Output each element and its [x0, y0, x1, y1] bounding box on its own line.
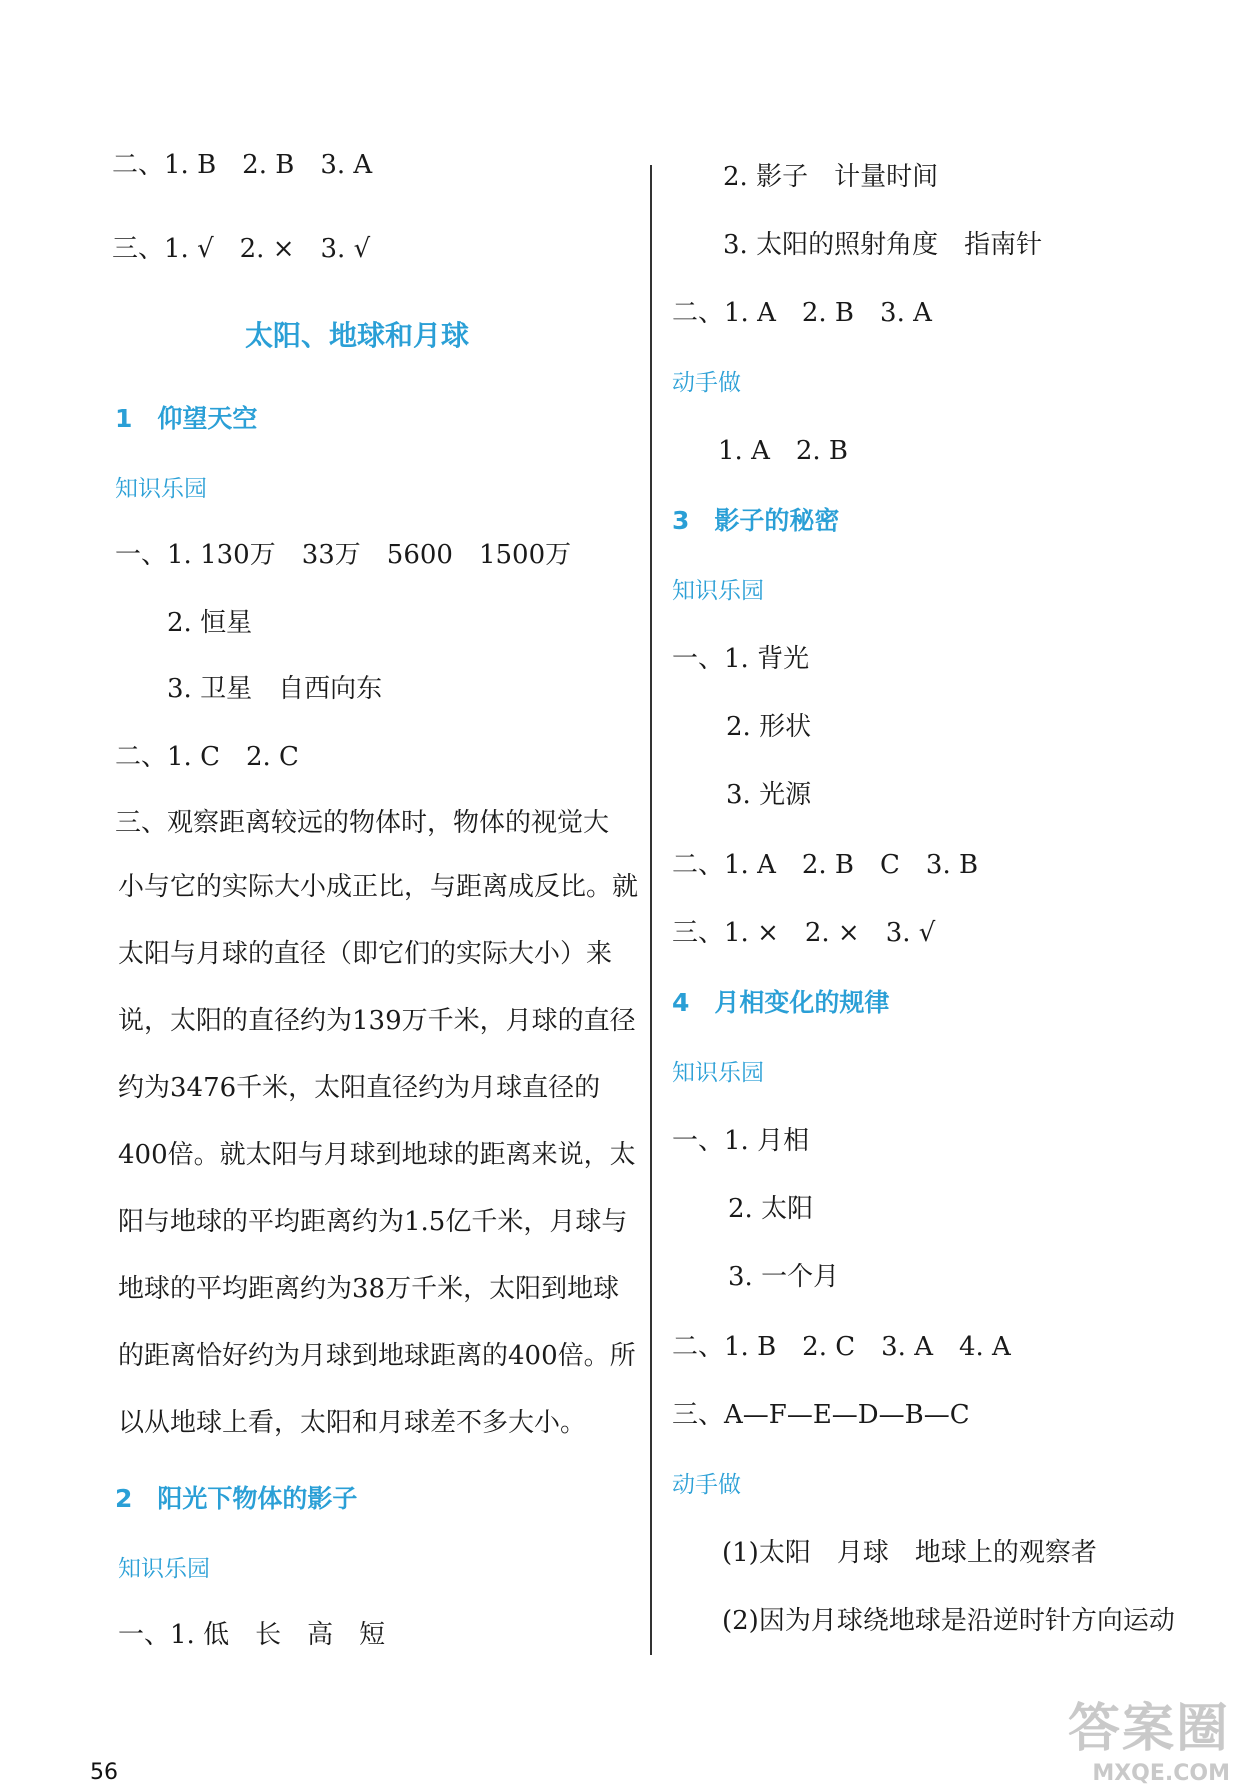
lesson-heading: 2 阳光下物体的影子 — [115, 1484, 358, 1513]
lesson-heading: 1 仰望天空 — [115, 404, 258, 433]
answer-line: 二、1. B 2. C 3. A 4. A — [672, 1332, 1011, 1362]
answer-line: 三、1. × 2. × 3. √ — [672, 918, 936, 948]
answer-line: 3. 一个月 — [728, 1262, 840, 1292]
answer-line: 二、1. A 2. B 3. A — [672, 298, 932, 328]
answer-line: 三、1. √ 2. × 3. √ — [112, 234, 371, 264]
answer-line: 一、1. 低 长 高 短 — [118, 1620, 386, 1650]
section-label: 知识乐园 — [115, 476, 207, 502]
answer-line: 三、观察距离较远的物体时，物体的视觉大 — [115, 808, 610, 838]
section-label: 知识乐园 — [672, 1060, 764, 1086]
answer-line: 1. A 2. B — [718, 436, 849, 466]
answer-line: 二、1. A 2. B C 3. B — [672, 850, 979, 880]
column-divider — [650, 165, 652, 1655]
answer-line: 一、1. 130万 33万 5600 1500万 — [115, 540, 572, 570]
answer-line: 一、1. 月相 — [672, 1126, 810, 1156]
answer-line: (1)太阳 月球 地球上的观察者 — [722, 1538, 1097, 1568]
lesson-heading: 3 影子的秘密 — [672, 506, 840, 535]
answer-line: 二、1. B 2. B 3. A — [112, 150, 373, 180]
answer-line: 3. 太阳的照射角度 指南针 — [723, 230, 1043, 260]
answer-line: (2)因为月球绕地球是沿逆时针方向运动 — [722, 1606, 1175, 1636]
watermark-url: MXQE.COM — [1092, 1761, 1230, 1786]
answer-line: 2. 形状 — [726, 712, 812, 742]
answer-paragraph: 小与它的实际大小成正比，与距离成反比。就太阳与月球的直径（即它们的实际大小）来说，太阳的直径约为139万千米，月球的直径约为3476千米，太阳直径约为月球直径的400倍。就太阳与月球到地球的距离来说，太阳与地球的平均距离约为1.5亿千米，月球与地球的平均距离约为38万千米，太阳到地球的距离恰好约为月球到地球距离的400倍。所以从地球上看，太阳和月球差不多大小。 — [118, 872, 639, 1438]
answer-line: 3. 光源 — [726, 780, 812, 810]
section-label: 动手做 — [672, 370, 741, 396]
watermark-logo: 答案圈 — [1067, 1699, 1230, 1759]
answer-line: 3. 卫星 自西向东 — [167, 674, 383, 704]
page-number: 56 — [90, 1760, 118, 1785]
lesson-heading: 4 月相变化的规律 — [672, 988, 890, 1017]
section-label: 知识乐园 — [672, 578, 764, 604]
answer-line: 2. 影子 计量时间 — [723, 162, 939, 192]
section-label: 知识乐园 — [118, 1556, 210, 1582]
section-label: 动手做 — [672, 1472, 741, 1498]
answer-line: 三、A—F—E—D—B—C — [672, 1400, 970, 1430]
watermark — [1068, 1686, 1230, 1786]
answer-line: 2. 恒星 — [167, 608, 253, 638]
chapter-title: 太阳、地球和月球 — [245, 319, 470, 352]
answer-line: 2. 太阳 — [728, 1194, 814, 1224]
answer-line: 一、1. 背光 — [672, 644, 810, 674]
answer-line: 二、1. C 2. C — [115, 742, 299, 772]
